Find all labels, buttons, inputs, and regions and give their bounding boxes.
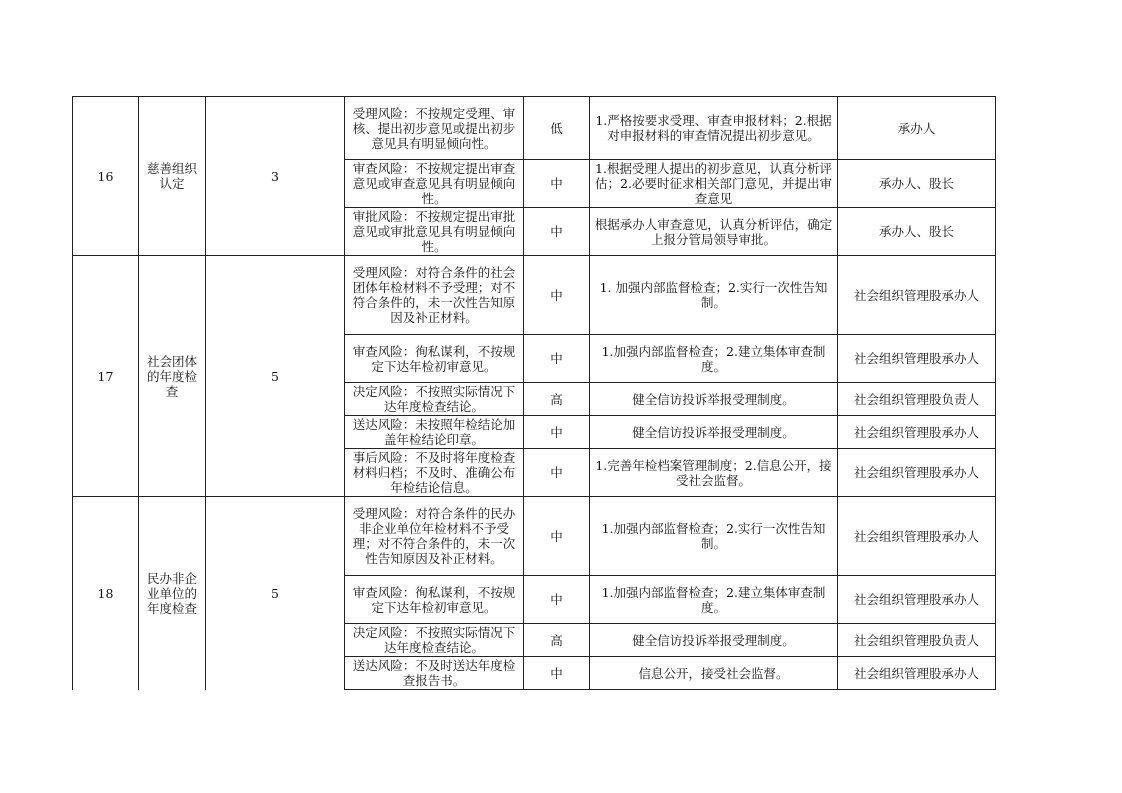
responsible-person: 社会组织管理股负责人 (838, 624, 996, 657)
item-number: 18 (73, 497, 139, 690)
responsible-person: 社会组织管理股承办人 (838, 256, 996, 335)
item-name: 社会团体的年度检查 (139, 256, 206, 497)
risk-level: 中 (524, 335, 590, 383)
risk-description: 事后风险：不及时将年度检查材料归档；不及时、准确公布年检结论信息。 (345, 449, 524, 497)
control-measure: 1.加强内部监督检查；2.实行一次性告知制。 (590, 497, 838, 576)
risk-level: 中 (524, 160, 590, 208)
table-row (73, 97, 996, 160)
risk-level: 中 (524, 657, 590, 690)
control-measure: 1.加强内部监督检查；2.建立集体审查制度。 (590, 576, 838, 624)
responsible-person: 社会组织管理股承办人 (838, 335, 996, 383)
risk-count: 3 (206, 97, 345, 256)
control-measure: 健全信访投诉举报受理制度。 (590, 624, 838, 657)
risk-description: 受理风险：不按规定受理、审核、提出初步意见或提出初步意见具有明显倾向性。 (345, 97, 524, 160)
control-measure: 1.完善年检档案管理制度；2.信息公开，接受社会监督。 (590, 449, 838, 497)
responsible-person: 社会组织管理股承办人 (838, 657, 996, 690)
control-measure: 1.根据受理人提出的初步意见，认真分析评估；2.必要时征求相关部门意见，并提出审查意见 (590, 160, 838, 208)
item-number: 16 (73, 97, 139, 256)
risk-description: 受理风险：对符合条件的民办非企业单位年检材料不予受理；对不符合条件的，未一次性告知原因及补正材料。 (345, 497, 524, 576)
control-measure: 1.严格按要求受理、审查申报材料；2.根据对申报材料的审查情况提出初步意见。 (590, 97, 838, 160)
control-measure: 1.加强内部监督检查；2.建立集体审查制度。 (590, 335, 838, 383)
item-number: 17 (73, 256, 139, 497)
table-row (73, 256, 996, 335)
risk-description: 审查风险：徇私谋利，不按规定下达年检初审意见。 (345, 335, 524, 383)
table-row (73, 497, 996, 576)
risk-count: 5 (206, 497, 345, 690)
responsible-person: 社会组织管理股承办人 (838, 449, 996, 497)
risk-description: 审查风险：不按规定提出审查意见或审查意见具有明显倾向性。 (345, 160, 524, 208)
responsible-person: 承办人 (838, 97, 996, 160)
responsible-person: 社会组织管理股承办人 (838, 497, 996, 576)
control-measure: 信息公开，接受社会监督。 (590, 657, 838, 690)
risk-description: 审查风险：徇私谋利，不按规定下达年检初审意见。 (345, 576, 524, 624)
risk-level: 中 (524, 208, 590, 256)
risk-level: 低 (524, 97, 590, 160)
risk-level: 中 (524, 256, 590, 335)
control-measure: 根据承办人审查意见，认真分析评估，确定上报分管局领导审批。 (590, 208, 838, 256)
control-measure: 健全信访投诉举报受理制度。 (590, 416, 838, 449)
control-measure: 1. 加强内部监督检查；2.实行一次性告知制。 (590, 256, 838, 335)
responsible-person: 社会组织管理股承办人 (838, 576, 996, 624)
item-name: 民办非企业单位的年度检查 (139, 497, 206, 690)
item-name: 慈善组织认定 (139, 97, 206, 256)
risk-level: 中 (524, 416, 590, 449)
risk-level: 中 (524, 449, 590, 497)
risk-description: 审批风险：不按规定提出审批意见或审批意见具有明显倾向性。 (345, 208, 524, 256)
risk-description: 决定风险：不按照实际情况下达年度检查结论。 (345, 383, 524, 416)
risk-description: 送达风险：不及时送达年度检查报告书。 (345, 657, 524, 690)
responsible-person: 承办人、股长 (838, 160, 996, 208)
responsible-person: 社会组织管理股承办人 (838, 416, 996, 449)
risk-table (72, 96, 996, 690)
risk-level: 中 (524, 497, 590, 576)
risk-level: 中 (524, 576, 590, 624)
risk-count: 5 (206, 256, 345, 497)
control-measure: 健全信访投诉举报受理制度。 (590, 383, 838, 416)
risk-description: 送达风险：未按照年检结论加盖年检结论印章。 (345, 416, 524, 449)
responsible-person: 承办人、股长 (838, 208, 996, 256)
risk-level: 高 (524, 624, 590, 657)
risk-description: 决定风险：不按照实际情况下达年度检查结论。 (345, 624, 524, 657)
risk-description: 受理风险：对符合条件的社会团体年检材料不予受理；对不符合条件的，未一次性告知原因及补正材料。 (345, 256, 524, 335)
responsible-person: 社会组织管理股负责人 (838, 383, 996, 416)
risk-level: 高 (524, 383, 590, 416)
